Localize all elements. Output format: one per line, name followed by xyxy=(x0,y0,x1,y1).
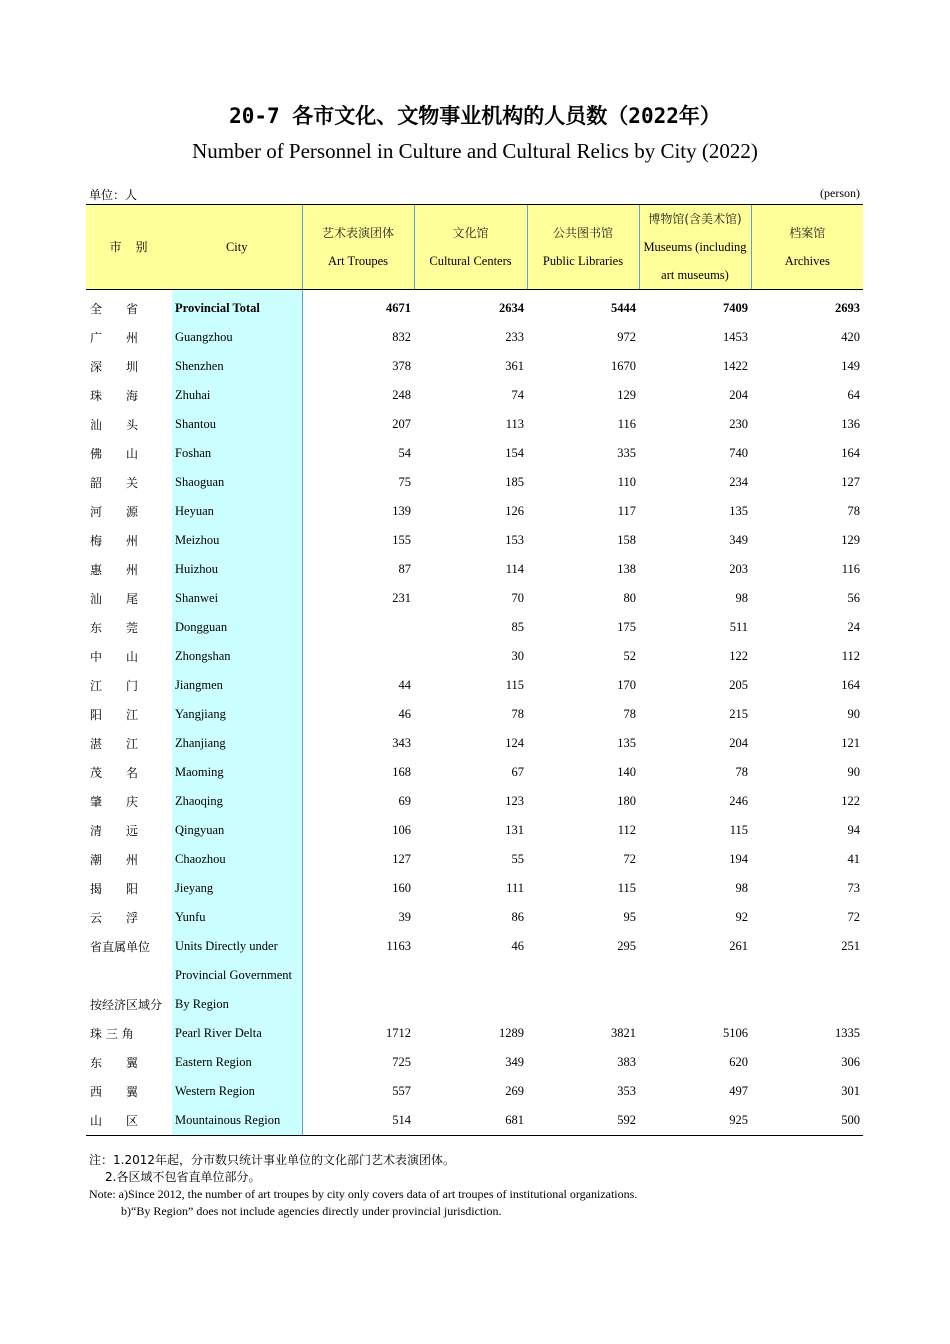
row-label-cn: 按经济区域分 xyxy=(90,998,163,1012)
row-label-en: Zhanjiang xyxy=(172,729,302,758)
cell-archives: 116 xyxy=(841,562,860,576)
row-label-en: Provincial Government xyxy=(172,961,302,990)
row-label-en: Huizhou xyxy=(172,555,302,584)
cell-art-troupes: 4671 xyxy=(302,294,414,323)
header-museums-en: Museums (including xyxy=(643,240,747,254)
row-label-en: Shaoguan xyxy=(172,468,302,497)
cell-archives: 78 xyxy=(847,504,860,518)
row-label-en: Dongguan xyxy=(172,613,302,642)
cell-art-troupes: 1163 xyxy=(302,932,414,961)
cell-museums: 740 xyxy=(729,446,748,460)
cell-art-troupes: 44 xyxy=(302,671,414,700)
cell-cultural-centers: 154 xyxy=(505,446,524,460)
cell-public-libraries: 115 xyxy=(617,881,636,895)
cell-cultural-centers: 78 xyxy=(511,707,524,721)
cell-museums: 122 xyxy=(729,649,748,663)
cell-archives: 121 xyxy=(841,736,860,750)
table-row xyxy=(86,874,863,903)
cell-museums: 497 xyxy=(729,1084,748,1098)
header-public-libraries-cn: 公共图书馆 xyxy=(552,226,613,240)
header-archives-en: Archives xyxy=(784,254,830,268)
cell-public-libraries: 110 xyxy=(617,475,636,489)
table-row xyxy=(86,729,863,758)
row-label-en: Shanwei xyxy=(172,584,302,613)
cell-archives: 251 xyxy=(841,939,860,953)
cell-art-troupes: 231 xyxy=(302,584,414,613)
cell-cultural-centers: 269 xyxy=(505,1084,524,1098)
header-public-libraries-en: Public Libraries xyxy=(542,254,624,268)
cell-public-libraries xyxy=(527,990,639,1019)
header-cultural-centers-en: Cultural Centers xyxy=(429,254,512,268)
row-label-cn: 茂 名 xyxy=(90,766,139,780)
cell-cultural-centers: 124 xyxy=(505,736,524,750)
cell-public-libraries: 335 xyxy=(617,446,636,460)
cell-cultural-centers: 85 xyxy=(511,620,524,634)
table-row xyxy=(86,497,863,526)
cell-archives: 129 xyxy=(841,533,860,547)
row-label-en: Eastern Region xyxy=(172,1048,302,1077)
header-art-troupes-cn: 艺术表演团体 xyxy=(321,226,394,240)
row-label-cn: 湛 江 xyxy=(90,737,139,751)
cell-public-libraries: 129 xyxy=(617,388,636,402)
row-label-en: Jieyang xyxy=(172,874,302,903)
cell-cultural-centers: 86 xyxy=(511,910,524,924)
table-row xyxy=(86,642,863,671)
cell-art-troupes: 155 xyxy=(302,526,414,555)
row-label-en: Western Region xyxy=(172,1077,302,1106)
row-label-en: Provincial Total xyxy=(172,294,302,323)
cell-art-troupes xyxy=(302,642,414,671)
cell-public-libraries: 175 xyxy=(617,620,636,634)
note-cn-2: 2.各区域不包省直单位部分。 xyxy=(105,1170,261,1184)
table-row xyxy=(86,294,863,323)
row-label-cn: 省直属单位 xyxy=(90,940,151,954)
page-title-cn: 20-7 各市文化、文物事业机构的人员数（2022年） xyxy=(229,104,721,128)
cell-cultural-centers xyxy=(414,961,527,990)
cell-cultural-centers: 185 xyxy=(505,475,524,489)
row-label-cn: 潮 州 xyxy=(90,853,139,867)
cell-archives: 127 xyxy=(841,475,860,489)
table-row xyxy=(86,1077,863,1106)
cell-museums: 203 xyxy=(729,562,748,576)
table-row xyxy=(86,990,863,1019)
row-label-cn: 中 山 xyxy=(90,650,139,664)
cell-art-troupes: 127 xyxy=(302,845,414,874)
cell-art-troupes: 248 xyxy=(302,381,414,410)
header-cultural-centers-cn: 文化馆 xyxy=(452,226,489,240)
header-art-troupes xyxy=(302,205,414,290)
row-label-en: Chaozhou xyxy=(172,845,302,874)
row-label-cn: 广 州 xyxy=(90,331,139,345)
cell-public-libraries: 117 xyxy=(617,504,636,518)
cell-public-libraries: 95 xyxy=(623,910,636,924)
cell-archives: 306 xyxy=(841,1055,860,1069)
cell-archives: 164 xyxy=(841,678,860,692)
cell-art-troupes: 343 xyxy=(302,729,414,758)
cell-public-libraries: 180 xyxy=(617,794,636,808)
cell-art-troupes xyxy=(302,990,414,1019)
table-row xyxy=(86,439,863,468)
header-cultural-centers xyxy=(414,205,527,290)
table-body xyxy=(86,290,863,1136)
table-row xyxy=(86,352,863,381)
table-row xyxy=(86,613,863,642)
cell-cultural-centers: 30 xyxy=(511,649,524,663)
cell-archives: 56 xyxy=(847,591,860,605)
cell-art-troupes: 39 xyxy=(302,903,414,932)
row-label-cn: 梅 州 xyxy=(90,534,139,548)
row-label-cn: 珠 三 角 xyxy=(90,1027,134,1041)
table-row xyxy=(86,381,863,410)
row-label-cn: 山 区 xyxy=(86,1106,172,1136)
cell-museums: 194 xyxy=(729,852,748,866)
row-label-en: Pearl River Delta xyxy=(172,1019,302,1048)
row-label-cn xyxy=(86,961,172,990)
cell-museums: 98 xyxy=(735,881,748,895)
row-label-cn: 河 源 xyxy=(90,505,139,519)
cell-art-troupes: 75 xyxy=(302,468,414,497)
row-label-en: Zhaoqing xyxy=(172,787,302,816)
cell-archives: 64 xyxy=(847,388,860,402)
cell-archives: 500 xyxy=(751,1106,863,1136)
cell-museums: 98 xyxy=(735,591,748,605)
table-row xyxy=(86,323,863,352)
cell-art-troupes: 378 xyxy=(302,352,414,381)
cell-cultural-centers xyxy=(414,990,527,1019)
table-row xyxy=(86,700,863,729)
cell-public-libraries: 295 xyxy=(617,939,636,953)
cell-cultural-centers: 46 xyxy=(511,939,524,953)
cell-archives: 90 xyxy=(847,707,860,721)
cell-archives: 136 xyxy=(841,417,860,431)
cell-cultural-centers: 67 xyxy=(511,765,524,779)
cell-archives: 164 xyxy=(841,446,860,460)
cell-museums: 92 xyxy=(735,910,748,924)
cell-art-troupes: 832 xyxy=(302,323,414,352)
personnel-table xyxy=(86,204,863,1136)
cell-public-libraries xyxy=(527,961,639,990)
row-label-cn: 肇 庆 xyxy=(90,795,139,809)
cell-museums: 205 xyxy=(729,678,748,692)
cell-cultural-centers: 681 xyxy=(414,1106,527,1136)
row-label-en: Heyuan xyxy=(172,497,302,526)
header-row xyxy=(86,205,863,290)
table-row xyxy=(86,903,863,932)
cell-museums: 204 xyxy=(729,388,748,402)
row-label-en: Shenzhen xyxy=(172,352,302,381)
table-row xyxy=(86,816,863,845)
row-label-cn: 汕 头 xyxy=(90,418,139,432)
cell-cultural-centers: 131 xyxy=(505,823,524,837)
table-row xyxy=(86,932,863,961)
cell-public-libraries: 1670 xyxy=(611,359,636,373)
page-title-en: Number of Personnel in Culture and Cultural Relics by City (2022) xyxy=(192,139,758,163)
cell-public-libraries: 972 xyxy=(617,330,636,344)
row-label-cn: 阳 江 xyxy=(90,708,139,722)
header-city-cn: 市 别 xyxy=(86,205,172,290)
table-row xyxy=(86,1048,863,1077)
row-label-en: Zhuhai xyxy=(172,381,302,410)
table-row xyxy=(86,787,863,816)
cell-public-libraries: 170 xyxy=(617,678,636,692)
row-label-en: Shantou xyxy=(172,410,302,439)
cell-museums: 1453 xyxy=(723,330,748,344)
cell-museums: 261 xyxy=(729,939,748,953)
cell-art-troupes: 46 xyxy=(302,700,414,729)
note-en-2: b)“By Region” does not include agencies directly under provincial jurisdiction. xyxy=(121,1204,502,1218)
header-public-libraries xyxy=(527,205,639,290)
unit-label-en: (person) xyxy=(820,186,860,200)
cell-archives: 2693 xyxy=(835,301,860,315)
cell-public-libraries: 80 xyxy=(623,591,636,605)
cell-cultural-centers: 114 xyxy=(505,562,524,576)
cell-archives xyxy=(751,990,863,1019)
cell-public-libraries: 5444 xyxy=(611,301,636,315)
header-city-en: City xyxy=(172,205,302,290)
cell-art-troupes: 1712 xyxy=(302,1019,414,1048)
cell-archives: 122 xyxy=(841,794,860,808)
row-label-en: Mountainous Region xyxy=(172,1106,302,1136)
row-label-en: Jiangmen xyxy=(172,671,302,700)
cell-museums: 135 xyxy=(729,504,748,518)
cell-cultural-centers: 55 xyxy=(511,852,524,866)
table-row xyxy=(86,845,863,874)
cell-cultural-centers: 111 xyxy=(506,881,524,895)
table-row xyxy=(86,1106,863,1136)
cell-cultural-centers: 233 xyxy=(505,330,524,344)
row-label-en: Yangjiang xyxy=(172,700,302,729)
cell-art-troupes: 139 xyxy=(302,497,414,526)
cell-archives: 301 xyxy=(841,1084,860,1098)
cell-public-libraries: 112 xyxy=(617,823,636,837)
cell-public-libraries: 140 xyxy=(617,765,636,779)
cell-archives: 73 xyxy=(847,881,860,895)
footnotes xyxy=(89,1152,637,1220)
row-label-en: Meizhou xyxy=(172,526,302,555)
row-label-cn: 云 浮 xyxy=(90,911,139,925)
row-label-cn: 清 远 xyxy=(90,824,139,838)
cell-cultural-centers: 113 xyxy=(505,417,524,431)
table-row xyxy=(86,671,863,700)
cell-art-troupes: 207 xyxy=(302,410,414,439)
cell-museums: 511 xyxy=(729,620,748,634)
cell-art-troupes: 87 xyxy=(302,555,414,584)
cell-public-libraries: 78 xyxy=(623,707,636,721)
cell-cultural-centers: 123 xyxy=(505,794,524,808)
cell-art-troupes: 69 xyxy=(302,787,414,816)
cell-museums: 204 xyxy=(729,736,748,750)
cell-museums: 925 xyxy=(639,1106,751,1136)
cell-art-troupes: 725 xyxy=(302,1048,414,1077)
row-label-cn: 深 圳 xyxy=(90,360,139,374)
cell-museums: 78 xyxy=(735,765,748,779)
cell-museums: 215 xyxy=(729,707,748,721)
cell-museums: 246 xyxy=(729,794,748,808)
cell-museums xyxy=(639,990,751,1019)
row-label-en: Qingyuan xyxy=(172,816,302,845)
row-label-en: Units Directly under xyxy=(172,932,302,961)
cell-public-libraries: 3821 xyxy=(611,1026,636,1040)
cell-archives: 41 xyxy=(847,852,860,866)
cell-museums: 349 xyxy=(729,533,748,547)
cell-cultural-centers: 74 xyxy=(511,388,524,402)
note-cn-1: 注：1.2012年起，分市数只统计事业单位的文化部门艺术表演团体。 xyxy=(89,1153,455,1167)
row-label-cn: 韶 关 xyxy=(90,476,139,490)
table-row xyxy=(86,410,863,439)
cell-cultural-centers: 2634 xyxy=(499,301,524,315)
table-row xyxy=(86,555,863,584)
row-label-cn: 东 莞 xyxy=(90,621,139,635)
cell-art-troupes: 168 xyxy=(302,758,414,787)
row-label-en: Guangzhou xyxy=(172,323,302,352)
cell-art-troupes xyxy=(302,613,414,642)
table-row xyxy=(86,961,863,990)
row-label-cn: 珠 海 xyxy=(90,389,139,403)
header-museums-cn: 博物馆(含美术馆) xyxy=(648,212,742,226)
cell-public-libraries: 135 xyxy=(617,736,636,750)
cell-public-libraries: 138 xyxy=(617,562,636,576)
cell-public-libraries: 353 xyxy=(617,1084,636,1098)
cell-art-troupes: 54 xyxy=(302,439,414,468)
cell-museums: 1422 xyxy=(723,359,748,373)
row-label-en: Yunfu xyxy=(172,903,302,932)
cell-public-libraries: 116 xyxy=(617,417,636,431)
cell-museums: 5106 xyxy=(723,1026,748,1040)
cell-museums: 7409 xyxy=(723,301,748,315)
cell-public-libraries: 52 xyxy=(623,649,636,663)
cell-archives: 112 xyxy=(841,649,860,663)
cell-cultural-centers: 349 xyxy=(505,1055,524,1069)
note-en-1: Note: a)Since 2012, the number of art troupes by city only covers data of art troupes of institutional organizations. xyxy=(89,1187,638,1201)
table-row xyxy=(86,758,863,787)
table-row xyxy=(86,526,863,555)
row-label-cn: 江 门 xyxy=(90,679,139,693)
cell-cultural-centers: 1289 xyxy=(499,1026,524,1040)
row-label-cn: 东 翼 xyxy=(90,1056,139,1070)
cell-archives: 72 xyxy=(847,910,860,924)
cell-archives: 149 xyxy=(841,359,860,373)
cell-art-troupes: 514 xyxy=(302,1106,414,1136)
row-label-cn: 西 翼 xyxy=(90,1085,139,1099)
cell-cultural-centers: 70 xyxy=(511,591,524,605)
header-archives-cn: 档案馆 xyxy=(789,226,826,240)
cell-archives: 94 xyxy=(847,823,860,837)
row-label-cn: 惠 州 xyxy=(90,563,139,577)
header-archives xyxy=(751,205,863,290)
row-label-cn: 汕 尾 xyxy=(90,592,139,606)
cell-cultural-centers: 153 xyxy=(505,533,524,547)
cell-archives xyxy=(751,961,863,990)
cell-museums: 230 xyxy=(729,417,748,431)
row-label-en: Zhongshan xyxy=(172,642,302,671)
row-label-en: Maoming xyxy=(172,758,302,787)
cell-archives: 1335 xyxy=(835,1026,860,1040)
cell-cultural-centers: 126 xyxy=(505,504,524,518)
cell-museums: 115 xyxy=(729,823,748,837)
cell-art-troupes: 557 xyxy=(302,1077,414,1106)
table-row xyxy=(86,584,863,613)
cell-public-libraries: 72 xyxy=(623,852,636,866)
cell-public-libraries: 383 xyxy=(617,1055,636,1069)
cell-cultural-centers: 115 xyxy=(505,678,524,692)
row-label-cn: 全 省 xyxy=(90,302,139,316)
row-label-en: By Region xyxy=(172,990,302,1019)
cell-museums xyxy=(639,961,751,990)
cell-art-troupes xyxy=(302,961,414,990)
cell-museums: 620 xyxy=(729,1055,748,1069)
row-label-cn: 揭 阳 xyxy=(90,882,139,896)
cell-museums: 234 xyxy=(729,475,748,489)
header-museums xyxy=(639,205,751,290)
cell-art-troupes: 160 xyxy=(302,874,414,903)
unit-label-cn: 单位：人 xyxy=(89,188,138,202)
cell-cultural-centers: 361 xyxy=(505,359,524,373)
cell-art-troupes: 106 xyxy=(302,816,414,845)
cell-public-libraries: 592 xyxy=(527,1106,639,1136)
row-label-en: Foshan xyxy=(172,439,302,468)
row-label-cn: 佛 山 xyxy=(90,447,139,461)
table-row xyxy=(86,1019,863,1048)
cell-archives: 90 xyxy=(847,765,860,779)
header-art-troupes-en: Art Troupes xyxy=(327,254,389,268)
cell-public-libraries: 158 xyxy=(617,533,636,547)
cell-archives: 24 xyxy=(847,620,860,634)
header-museums-en-2: art museums) xyxy=(661,268,729,282)
cell-archives: 420 xyxy=(841,330,860,344)
table-row xyxy=(86,468,863,497)
